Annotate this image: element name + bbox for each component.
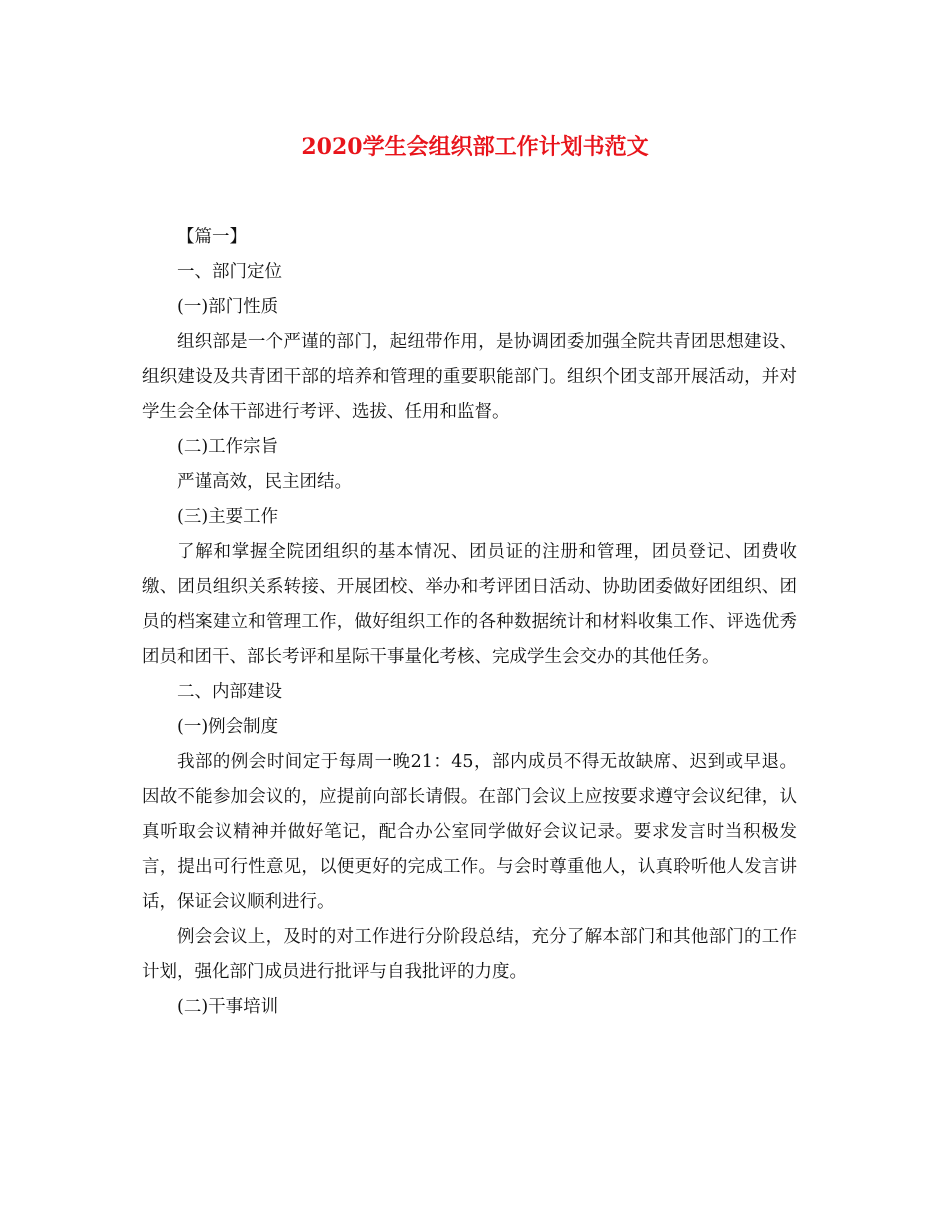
body-paragraph: 组织部是一个严谨的部门，起纽带作用，是协调团委加强全院共青团思想建设、组织建设及共青团干部的培养和管理的重要职能部门。组织个团支部开展活动，并对学生会全体干部进行考评、选拔、任用和监督。 <box>142 332 797 422</box>
section-heading: 二、内部建设 <box>177 682 282 702</box>
subsection-heading: (二)干事培训 <box>177 997 279 1017</box>
body-paragraph: 了解和掌握全院团组织的基本情况、团员证的注册和管理，团员登记、团费收缴、团员组织关系转接、开展团校、举办和考评团日活动、协助团委做好团组织、团员的档案建立和管理工作，做好组织工作的各种数据统计和材料收集工作、评选优秀团员和团干、部长考评和星际干事量化考核、完成学生会交办的其他任务。 <box>142 542 797 667</box>
body-paragraph: 严谨高效，民主团结。 <box>177 472 352 492</box>
subsection-heading: (一)例会制度 <box>177 717 279 737</box>
section-label: 【篇一】 <box>177 227 247 247</box>
body-paragraph: 我部的例会时间定于每周一晚21：45，部内成员不得无故缺席、迟到或早退。因故不能参加会议的，应提前向部长请假。在部门会议上应按要求遵守会议纪律，认真听取会议精神并做好笔记，配合办公室同学做好会议记录。要求发言时当积极发言，提出可行性意见，以便更好的完成工作。与会时尊重他人，认真聆听他人发言讲话，保证会议顺利进行。 <box>142 752 797 912</box>
document-body <box>142 220 797 1025</box>
subsection-heading: (一)部门性质 <box>177 297 279 317</box>
section-heading: 一、部门定位 <box>177 262 282 282</box>
document-title: 2020学生会组织部工作计划书范文 <box>301 134 649 160</box>
subsection-heading: (二)工作宗旨 <box>177 437 279 457</box>
body-paragraph: 例会会议上，及时的对工作进行分阶段总结，充分了解本部门和其他部门的工作计划，强化部门成员进行批评与自我批评的力度。 <box>142 927 797 982</box>
subsection-heading: (三)主要工作 <box>177 507 279 527</box>
